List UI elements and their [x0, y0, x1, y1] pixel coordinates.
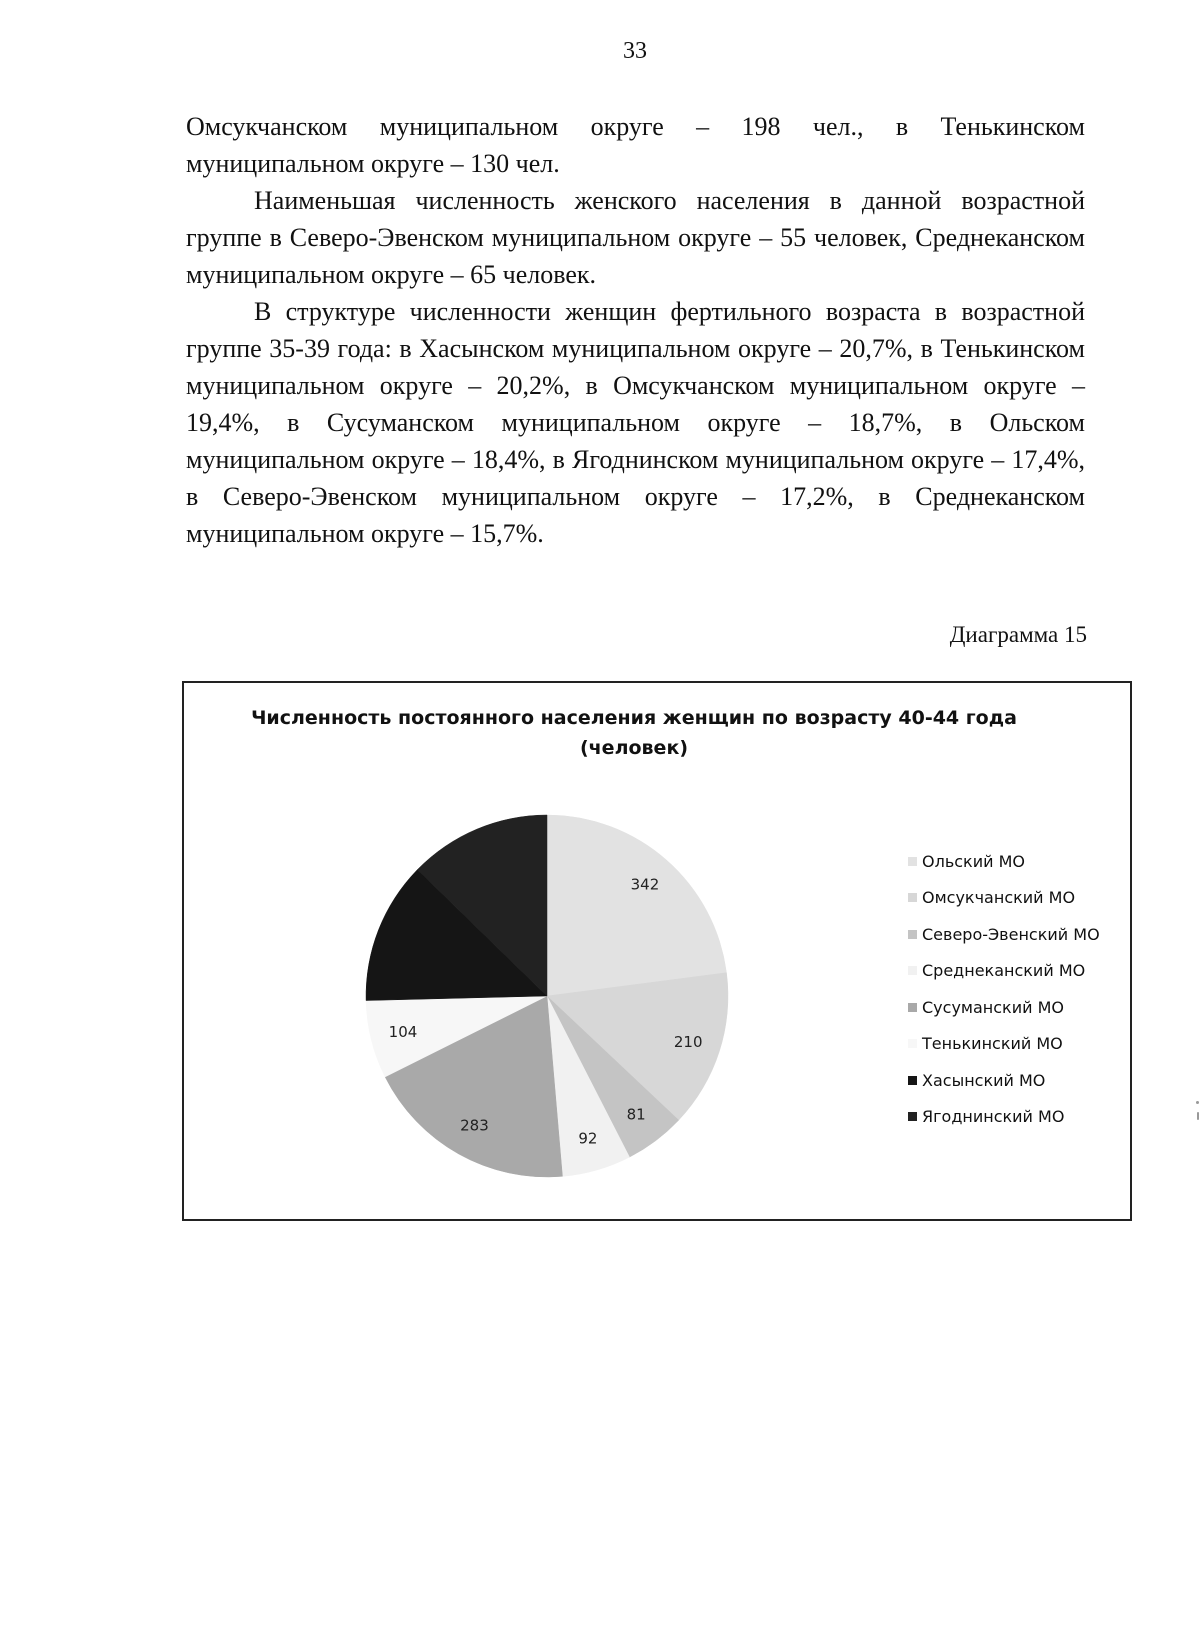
legend-swatch	[908, 1039, 917, 1048]
legend-label: Ягоднинский МО	[922, 1107, 1065, 1127]
scan-speck	[1197, 1112, 1199, 1120]
legend-label: Северо-Эвенский МО	[922, 924, 1100, 944]
data-label-ольский-мо: 342	[630, 875, 660, 894]
pie-chart	[182, 681, 1132, 1221]
legend-swatch	[908, 930, 917, 939]
data-label-среднеканский-мо: 92	[578, 1129, 598, 1148]
legend-label: Омсукчанский МО	[922, 888, 1076, 908]
legend-item-омсукчанский-мо	[908, 880, 1100, 917]
data-label-омсукчанский-мо: 210	[673, 1032, 703, 1051]
data-label-сусуманский-мо: 283	[460, 1116, 489, 1135]
legend-item-ягоднинский-мо	[908, 1099, 1100, 1136]
data-label-тенькинский-мо: 104	[388, 1022, 418, 1041]
legend-label: Среднеканский МО	[922, 961, 1086, 981]
paragraph-3: В структуре численности женщин фертильного возраста в возрастной группе 35-39 года: в Хасынском муниципальном округе – 20,7%, в Тенькинском муниципальном округе – 20,2%, в Омсукчанском муниципальном округе – 19,4%, в Сусуманском муниципальном округе – 18,7%, в Ольском муниципальном округе – 18,4%, в Ягоднинском муниципальном округе – 17,4%, в Северо-Эвенском муниципальном округе – 17,2%, в Среднеканском муниципальном округе – 15,7%.	[186, 297, 1085, 548]
chart-legend	[908, 843, 1100, 1135]
legend-item-ольский-мо	[908, 843, 1100, 880]
legend-label: Сусуманский МО	[922, 997, 1064, 1017]
legend-item-хасынский-мо	[908, 1062, 1100, 1099]
legend-label: Тенькинский МО	[922, 1034, 1063, 1054]
legend-swatch	[908, 893, 917, 902]
paragraph-1: Омсукчанском муниципальном округе – 198 чел., в Тенькинском муниципальном округе – 130 чел.	[186, 112, 1085, 178]
legend-swatch	[908, 857, 917, 866]
legend-label: Ольский МО	[922, 851, 1025, 871]
legend-item-сусуманский-мо	[908, 989, 1100, 1026]
legend-item-тенькинский-мо	[908, 1026, 1100, 1063]
legend-item-северо-эвенский-мо	[908, 916, 1100, 953]
body-text	[186, 108, 1085, 552]
legend-swatch	[908, 966, 917, 975]
data-label-северо-эвенский-мо: 81	[626, 1105, 646, 1124]
page-number: 33	[623, 38, 647, 64]
paragraph-2: Наименьшая численность женского населения в данной возрастной группе в Северо-Эвенском муниципальном округе – 55 человек, Среднеканском муниципальном округе – 65 человек.	[186, 186, 1085, 289]
chart-title: Численность постоянного населения женщин по возрасту 40-44 года (человек)	[251, 707, 1017, 759]
legend-label: Хасынский МО	[922, 1070, 1046, 1090]
legend-item-среднеканский-мо	[908, 953, 1100, 990]
scan-speck	[1196, 1101, 1199, 1104]
legend-swatch	[908, 1112, 917, 1121]
pie-slice-ольский-мо	[547, 815, 726, 996]
legend-swatch	[908, 1003, 917, 1012]
legend-swatch	[908, 1076, 917, 1085]
diagram-caption: Диаграмма 15	[949, 622, 1087, 647]
